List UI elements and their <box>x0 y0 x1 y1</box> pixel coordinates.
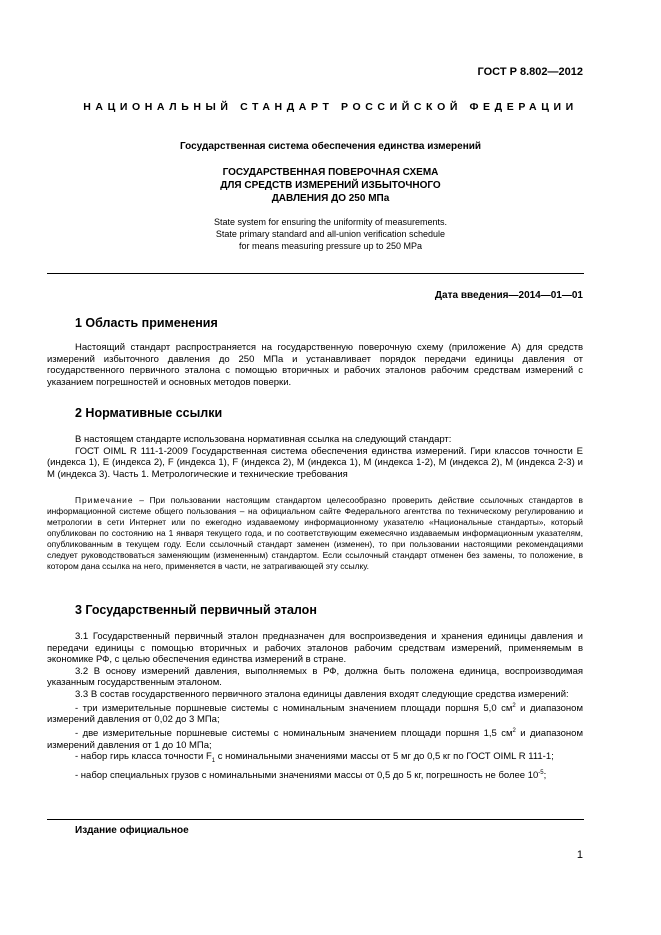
national-standard-title: НАЦИОНАЛЬНЫЙ СТАНДАРТ РОССИЙСКОЙ ФЕДЕРАЦИИ <box>83 101 578 113</box>
note-label: Примечание <box>75 495 134 505</box>
section-3-body <box>47 631 583 781</box>
official-edition-label: Издание официальное <box>75 825 189 836</box>
list-item-cont: и диапазоном измерений давления от 0,02 до 3 МПа; <box>47 702 583 726</box>
note-text: – При пользовании настоящим стандартом целесообразно проверить действие ссылочных стандартов в информационной системе общего пользования – на официальном сайте Федерального агентства по техническому регулированию и метрологии в сети Интернет или по ежегодно издаваемому информационному указателю «Национальные стандарты», который опубликован по состоянию на 1 января текущего года, и по соответствующим ежемесячно издаваемым информационным указателям, опубликованным в текущем году. Если ссылочный стандарт заменен (изменен), то при пользовании настоящими рекомендациями следует руководствоваться заменяющим (измененным) стандартом. Если ссылочный стандарт отменен без замены, то положение, в котором дана ссылка на него, применяется в части, не затрагивающей эту ссылку. <box>47 495 583 571</box>
system-title: Государственная система обеспечения единства измерений <box>179 141 482 152</box>
english-title-line: for means measuring pressure up to 250 MPa <box>238 241 423 251</box>
footer-divider <box>47 819 584 820</box>
paragraph-3-1: 3.1 Государственный первичный эталон предназначен для воспроизведения и хранения единицы давления и передачи единицы с помощью вторичных и рабочих эталонов рабочим средствам измерений, применяемым в экономике РФ, с целью обеспечения единства измерений в стране. <box>47 631 583 666</box>
superscript: -5 <box>538 769 544 776</box>
list-item-cont: и диапазоном измерений давления от 1 до 10 МПа; <box>47 728 583 751</box>
document-code: ГОСТ Р 8.802—2012 <box>477 66 583 78</box>
section-2-heading: 2 Нормативные ссылки <box>75 406 223 420</box>
section-2-body <box>47 434 583 480</box>
section-1-paragraph: Настоящий стандарт распространяется на государственную поверочную схему (приложение А) для средств измерений избыточного давления до 250 МПа и устанавливает порядок передачи единицы давления от государственного первичного эталона с помощью вторичных и рабочих эталонов рабочим средствам измерений с указанием погрешностей и основных методов поверки. <box>47 342 583 388</box>
title-line: ДЛЯ СРЕДСТВ ИЗМЕРЕНИЙ ИЗБЫТОЧНОГО <box>220 180 441 191</box>
introduction-date: Дата введения—2014—01—01 <box>434 290 583 301</box>
document-title <box>0 166 661 205</box>
english-title <box>0 216 661 252</box>
english-title-line: State primary standard and all-union verification schedule <box>215 229 446 239</box>
section-3-heading: 3 Государственный первичный эталон <box>75 603 317 617</box>
list-item-cont: с номинальными значениями массы от 5 мг до 0,5 кг по ГОСТ OIML R 111-1; <box>215 751 554 763</box>
subscript: 1 <box>211 758 216 765</box>
superscript: 2 <box>512 702 516 709</box>
title-line: ДАВЛЕНИЯ ДО 250 МПа <box>271 193 390 204</box>
note-block <box>47 495 583 572</box>
paragraph-3-2: 3.2 В основу измерений давления, выполняемых в РФ, должна быть положена единица, воспроизводимая указанным государственным эталоном. <box>47 665 583 689</box>
list-item: - три измерительные поршневые системы с номинальным значением площади поршня 5,0 см <box>75 702 513 714</box>
page-number: 1 <box>576 849 583 861</box>
section-1-text <box>47 342 583 388</box>
list-item: - набор гирь класса точности F <box>75 751 212 763</box>
normative-reference: ГОСТ OIML R 111-1-2009 Государственная система обеспечения единства измерений. Гири классов точности E (индекса 1), E (индекса 2), F (индекса 1), F (индекса 2), M (индекса 1), M (индекса 1-2), M (индекса 2), M (индекса 2-3) и M (индекса 3). Часть 1. Метрологические и технические требования <box>47 445 583 480</box>
section-1-heading: 1 Область применения <box>75 316 218 330</box>
title-divider <box>47 273 584 274</box>
list-item: - две измерительные поршневые системы с номинальным значением площади поршня 1,5 см <box>75 728 513 740</box>
english-title-line: State system for ensuring the uniformity of measurements. <box>213 217 448 227</box>
paragraph-3-3: 3.3 В состав государственного первичного эталона единицы давления входят следующие средства измерений: <box>75 688 569 700</box>
list-item-cont: ; <box>543 769 547 781</box>
superscript: 2 <box>512 727 516 734</box>
section-2-intro: В настоящем стандарте использована нормативная ссылка на следующий стандарт: <box>75 434 452 445</box>
title-line: ГОСУДАРСТВЕННАЯ ПОВЕРОЧНАЯ СХЕМА <box>222 167 439 178</box>
list-item: - набор специальных грузов с номинальными значениями массы от 0,5 до 5 кг, погрешность не более 10 <box>75 769 539 781</box>
